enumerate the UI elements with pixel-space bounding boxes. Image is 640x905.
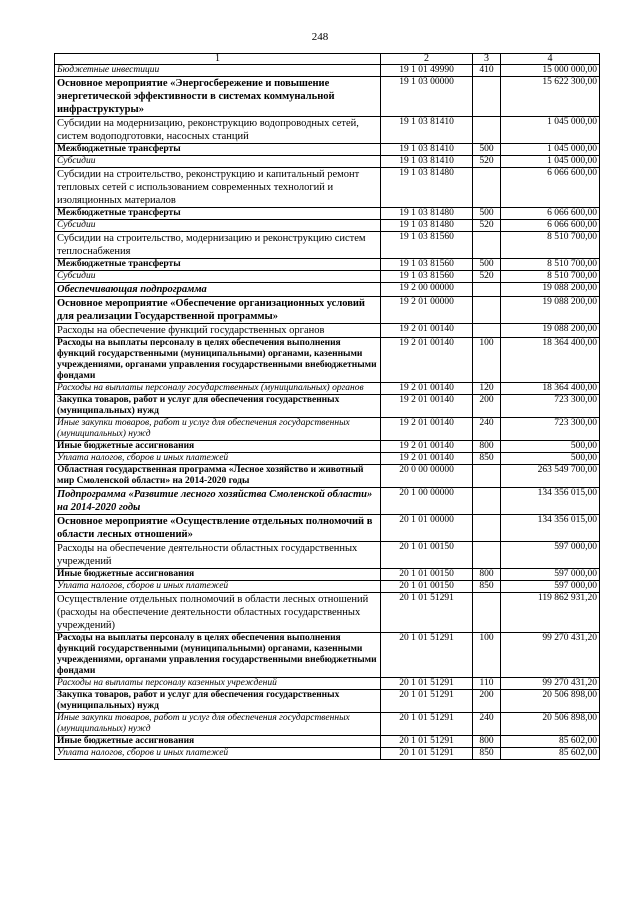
table-row	[55, 259, 600, 271]
row-code: 19 1 03 81560	[381, 271, 473, 283]
table-row	[55, 542, 600, 569]
table-row	[55, 713, 600, 736]
row-name: Расходы на обеспечение функций государственных органов	[55, 324, 381, 338]
row-sum: 134 356 015,00	[501, 515, 600, 542]
row-code: 20 1 01 00150	[381, 581, 473, 593]
row-type	[473, 488, 501, 515]
row-code: 19 2 01 00000	[381, 297, 473, 324]
row-sum: 597 000,00	[501, 542, 600, 569]
row-name: Иные закупки товаров, работ и услуг для обеспечения государственных (муниципальных) нужд	[55, 713, 381, 736]
table-row	[55, 678, 600, 690]
row-name: Уплата налогов, сборов и иных платежей	[55, 581, 381, 593]
table-row	[55, 220, 600, 232]
table-row	[55, 453, 600, 465]
column-header: 4	[501, 54, 600, 65]
row-type	[473, 117, 501, 144]
row-type: 100	[473, 633, 501, 678]
table-row	[55, 581, 600, 593]
row-name: Областная государственная программа «Лесное хозяйство и животный мир Смоленской области» на 2014-2020 годы	[55, 465, 381, 488]
table-row	[55, 156, 600, 168]
row-code: 19 2 01 00140	[381, 441, 473, 453]
row-name: Иные бюджетные ассигнования	[55, 736, 381, 748]
table-row	[55, 633, 600, 678]
row-code: 19 1 03 81480	[381, 168, 473, 208]
row-name: Межбюджетные трансферты	[55, 144, 381, 156]
row-type	[473, 324, 501, 338]
row-code: 19 1 03 81560	[381, 259, 473, 271]
row-code: 19 2 01 00140	[381, 453, 473, 465]
row-type	[473, 168, 501, 208]
row-sum: 500,00	[501, 441, 600, 453]
row-type: 850	[473, 748, 501, 760]
row-code: 19 1 03 81480	[381, 208, 473, 220]
table-row	[55, 208, 600, 220]
column-header: 1	[55, 54, 381, 65]
row-type	[473, 77, 501, 117]
row-code: 19 1 03 81480	[381, 220, 473, 232]
table-row	[55, 748, 600, 760]
row-sum: 85 602,00	[501, 748, 600, 760]
table-row	[55, 117, 600, 144]
row-type: 520	[473, 220, 501, 232]
row-code: 20 1 01 51291	[381, 748, 473, 760]
row-sum: 85 602,00	[501, 736, 600, 748]
table-row	[55, 297, 600, 324]
row-code: 20 1 01 51291	[381, 713, 473, 736]
row-sum: 15 622 300,00	[501, 77, 600, 117]
row-type: 520	[473, 271, 501, 283]
row-code: 20 1 00 00000	[381, 488, 473, 515]
row-code: 19 1 01 49990	[381, 65, 473, 77]
row-name: Иные закупки товаров, работ и услуг для обеспечения государственных (муниципальных) нужд	[55, 418, 381, 441]
row-sum: 1 045 000,00	[501, 156, 600, 168]
row-code: 20 1 01 00150	[381, 542, 473, 569]
page-number: 248	[311, 31, 329, 43]
row-type: 240	[473, 418, 501, 441]
row-name: Закупка товаров, работ и услуг для обеспечения государственных (муниципальных) нужд	[55, 690, 381, 713]
row-name: Обеспечивающая подпрограмма	[55, 283, 381, 297]
row-sum: 20 506 898,00	[501, 713, 600, 736]
table-row	[55, 338, 600, 383]
row-type: 240	[473, 713, 501, 736]
table-row	[55, 515, 600, 542]
row-sum: 6 066 600,00	[501, 208, 600, 220]
row-type: 200	[473, 690, 501, 713]
row-name: Иные бюджетные ассигнования	[55, 569, 381, 581]
row-name: Межбюджетные трансферты	[55, 208, 381, 220]
row-code: 20 1 01 00000	[381, 515, 473, 542]
table-row	[55, 395, 600, 418]
row-name: Расходы на выплаты персоналу казенных учреждений	[55, 678, 381, 690]
row-sum: 19 088 200,00	[501, 283, 600, 297]
row-sum: 6 066 600,00	[501, 220, 600, 232]
row-type	[473, 465, 501, 488]
row-sum: 8 510 700,00	[501, 271, 600, 283]
row-type: 850	[473, 453, 501, 465]
row-name: Расходы на обеспечение деятельности областных государственных учреждений	[55, 542, 381, 569]
row-type: 850	[473, 581, 501, 593]
row-name: Межбюджетные трансферты	[55, 259, 381, 271]
row-name: Субсидии на модернизацию, реконструкцию водопроводных сетей, систем водоподготовки, насосных станций	[55, 117, 381, 144]
row-type: 100	[473, 338, 501, 383]
row-code: 20 1 01 00150	[381, 569, 473, 581]
table-row	[55, 324, 600, 338]
row-type	[473, 283, 501, 297]
row-code: 19 2 01 00140	[381, 324, 473, 338]
row-sum: 99 270 431,20	[501, 633, 600, 678]
table-row	[55, 271, 600, 283]
row-code: 19 2 01 00140	[381, 338, 473, 383]
row-type	[473, 232, 501, 259]
row-sum: 6 066 600,00	[501, 168, 600, 208]
row-type: 500	[473, 208, 501, 220]
row-code: 20 0 00 00000	[381, 465, 473, 488]
row-sum: 263 549 700,00	[501, 465, 600, 488]
row-sum: 500,00	[501, 453, 600, 465]
row-type: 520	[473, 156, 501, 168]
row-code: 19 2 01 00140	[381, 418, 473, 441]
row-sum: 18 364 400,00	[501, 338, 600, 383]
row-code: 19 1 03 81410	[381, 144, 473, 156]
table-row	[55, 488, 600, 515]
table-row	[55, 593, 600, 633]
row-code: 19 1 03 00000	[381, 77, 473, 117]
table-row	[55, 690, 600, 713]
row-name: Субсидии на строительство, модернизацию и реконструкцию систем теплоснабжения	[55, 232, 381, 259]
row-name: Расходы на выплаты персоналу государственных (муниципальных) органов	[55, 383, 381, 395]
row-type: 410	[473, 65, 501, 77]
row-code: 20 1 01 51291	[381, 736, 473, 748]
table-row	[55, 77, 600, 117]
table-row	[55, 144, 600, 156]
row-sum: 1 045 000,00	[501, 144, 600, 156]
row-name: Закупка товаров, работ и услуг для обеспечения государственных (муниципальных) нужд	[55, 395, 381, 418]
row-sum: 597 000,00	[501, 581, 600, 593]
row-name: Расходы на выплаты персоналу в целях обеспечения выполнения функций государственными (муниципальными) органами, казенными учреждениями, органами управления государственными внебюджетными фондами	[55, 338, 381, 383]
row-code: 19 1 03 81560	[381, 232, 473, 259]
row-sum: 597 000,00	[501, 569, 600, 581]
row-type: 500	[473, 259, 501, 271]
row-sum: 134 356 015,00	[501, 488, 600, 515]
row-code: 19 2 01 00140	[381, 383, 473, 395]
row-type: 200	[473, 395, 501, 418]
row-code: 20 1 01 51291	[381, 593, 473, 633]
column-header: 2	[381, 54, 473, 65]
row-code: 20 1 01 51291	[381, 633, 473, 678]
budget-table	[54, 53, 600, 760]
row-type: 800	[473, 569, 501, 581]
row-type: 120	[473, 383, 501, 395]
row-name: Осуществление отдельных полномочий в области лесных отношений (расходы на обеспечение деятельности областных государственных учреждений)	[55, 593, 381, 633]
row-name: Бюджетные инвестиции	[55, 65, 381, 77]
row-name: Субсидии	[55, 271, 381, 283]
row-code: 19 2 00 00000	[381, 283, 473, 297]
table-row	[55, 283, 600, 297]
row-type	[473, 593, 501, 633]
row-type: 800	[473, 441, 501, 453]
row-type: 500	[473, 144, 501, 156]
row-sum: 19 088 200,00	[501, 324, 600, 338]
row-sum: 19 088 200,00	[501, 297, 600, 324]
row-type: 110	[473, 678, 501, 690]
row-name: Основное мероприятие «Обеспечение организационных условий для реализации Государственной программы»	[55, 297, 381, 324]
row-name: Субсидии	[55, 220, 381, 232]
row-name: Иные бюджетные ассигнования	[55, 441, 381, 453]
column-header: 3	[473, 54, 501, 65]
row-code: 19 1 03 81410	[381, 156, 473, 168]
row-sum: 15 000 000,00	[501, 65, 600, 77]
table-row	[55, 383, 600, 395]
row-code: 20 1 01 51291	[381, 690, 473, 713]
row-sum: 119 862 931,20	[501, 593, 600, 633]
table-row	[55, 736, 600, 748]
row-name: Основное мероприятие «Энергосбережение и повышение энергетической эффективности в системах коммунальной инфраструктуры»	[55, 77, 381, 117]
row-name: Уплата налогов, сборов и иных платежей	[55, 748, 381, 760]
row-sum: 1 045 000,00	[501, 117, 600, 144]
row-sum: 99 270 431,20	[501, 678, 600, 690]
row-sum: 8 510 700,00	[501, 259, 600, 271]
row-sum: 18 364 400,00	[501, 383, 600, 395]
row-type: 800	[473, 736, 501, 748]
table-row	[55, 168, 600, 208]
row-code: 20 1 01 51291	[381, 678, 473, 690]
table-row	[55, 465, 600, 488]
row-name: Субсидии на строительство, реконструкцию и капитальный ремонт тепловых сетей с использованием современных технологий и изоляционных материалов	[55, 168, 381, 208]
table-row	[55, 441, 600, 453]
table-row	[55, 569, 600, 581]
table-header-row	[55, 54, 600, 65]
row-type	[473, 515, 501, 542]
row-sum: 723 300,00	[501, 418, 600, 441]
row-type	[473, 542, 501, 569]
row-sum: 8 510 700,00	[501, 232, 600, 259]
row-sum: 20 506 898,00	[501, 690, 600, 713]
table-row	[55, 65, 600, 77]
row-type	[473, 297, 501, 324]
row-name: Расходы на выплаты персоналу в целях обеспечения выполнения функций государственными (муниципальными) органами, казенными учреждениями, органами управления государственными внебюджетными фондами	[55, 633, 381, 678]
row-name: Подпрограмма «Развитие лесного хозяйства Смоленской области» на 2014-2020 годы	[55, 488, 381, 515]
row-name: Субсидии	[55, 156, 381, 168]
table-row	[55, 232, 600, 259]
row-code: 19 1 03 81410	[381, 117, 473, 144]
table-row	[55, 418, 600, 441]
row-name: Основное мероприятие «Осуществление отдельных полномочий в области лесных отношений»	[55, 515, 381, 542]
row-code: 19 2 01 00140	[381, 395, 473, 418]
row-sum: 723 300,00	[501, 395, 600, 418]
row-name: Уплата налогов, сборов и иных платежей	[55, 453, 381, 465]
